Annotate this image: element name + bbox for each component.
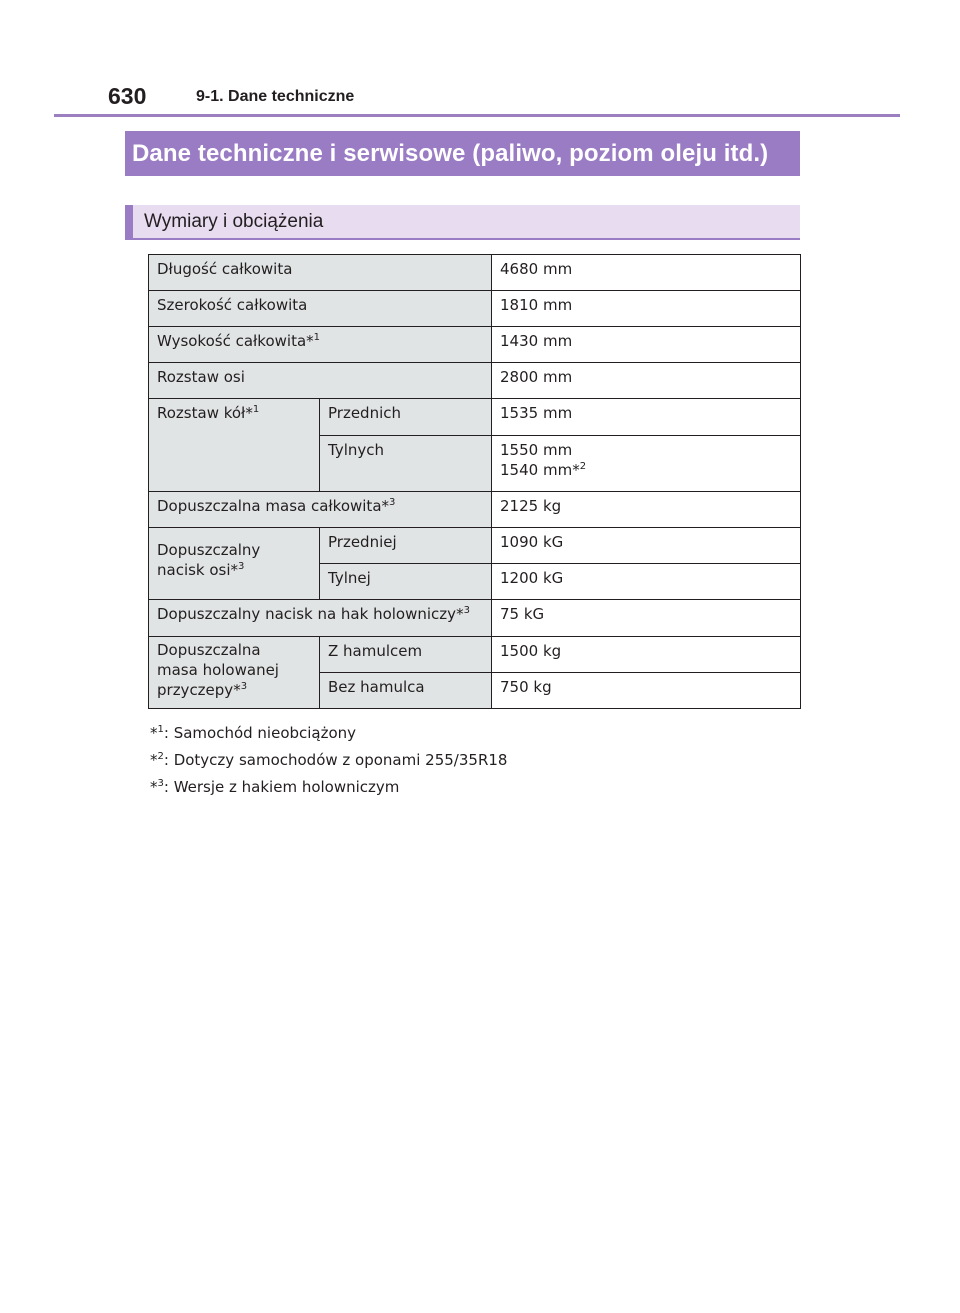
table-value-cell: 1430 mm xyxy=(492,327,801,363)
label-line: Dopuszczalna xyxy=(157,641,261,659)
footnote-ref: 2 xyxy=(579,461,587,472)
section-title: 9-1. Dane techniczne xyxy=(196,88,355,105)
table-row xyxy=(149,528,801,564)
footnote-mark: * xyxy=(381,497,390,515)
footnote-mark: * xyxy=(572,461,580,479)
footnote-ref: 1 xyxy=(252,404,260,415)
row-label: przyczepy xyxy=(157,681,234,699)
table-label-cell xyxy=(149,363,492,399)
table-value-cell: 1200 kG xyxy=(492,564,801,600)
footnote xyxy=(150,720,800,747)
footnote-mark: * xyxy=(245,404,253,422)
row-label: Długość całkowita xyxy=(157,260,293,278)
footnote xyxy=(150,747,800,774)
table-row xyxy=(149,363,801,399)
table-label-cell xyxy=(149,327,492,363)
table-row xyxy=(149,291,801,327)
footnotes xyxy=(150,720,800,801)
label-line xyxy=(157,560,311,580)
footnote-mark: * xyxy=(233,681,241,699)
page-title: Dane techniczne i serwisowe (paliwo, poziom oleju itd.) xyxy=(132,139,769,167)
footnote-ref: 3 xyxy=(238,561,245,572)
table-label-cell xyxy=(149,492,492,528)
value-text: 1540 mm xyxy=(500,461,573,479)
table-row xyxy=(149,399,801,436)
table-label-cell xyxy=(149,528,320,600)
table-value-cell: 1090 kG xyxy=(492,528,801,564)
header-divider xyxy=(54,114,900,117)
table-row xyxy=(149,255,801,291)
value-line: 1550 mm xyxy=(500,441,573,459)
footnote-ref: 3 xyxy=(463,605,470,616)
label-line: masa holowanej xyxy=(157,661,279,679)
row-label: Rozstaw osi xyxy=(157,368,245,386)
row-label: nacisk osi xyxy=(157,561,231,579)
table-row xyxy=(149,492,801,528)
footnote-number: 3 xyxy=(157,778,164,789)
table-value-cell: 75 kG xyxy=(492,600,801,637)
footnote-text: : Wersje z hakiem holowniczym xyxy=(163,778,400,796)
footnote-mark: * xyxy=(150,751,158,769)
label-line: Dopuszczalny xyxy=(157,541,261,559)
table-label-cell xyxy=(149,399,320,492)
row-label: Dopuszczalna masa całkowita xyxy=(157,497,382,515)
footnote-number: 2 xyxy=(157,751,164,762)
footnote-mark: * xyxy=(456,605,464,623)
table-label-cell xyxy=(149,255,492,291)
footnote-ref: 3 xyxy=(389,497,396,508)
table-sublabel-cell: Tylnej xyxy=(320,564,492,600)
footnote-ref: 3 xyxy=(240,681,248,692)
subheading: Wymiary i obciążenia xyxy=(144,210,324,232)
table-row xyxy=(149,637,801,673)
subheading-bar xyxy=(125,205,800,240)
table-sublabel-cell: Przednich xyxy=(320,399,492,436)
footnote-mark: * xyxy=(150,724,158,742)
table-label-cell xyxy=(149,600,492,637)
value-line xyxy=(500,460,792,480)
label-line xyxy=(157,680,311,700)
specifications-table xyxy=(148,254,801,709)
footnote-mark: * xyxy=(306,332,314,350)
table-value-cell: 4680 mm xyxy=(492,255,801,291)
page-title-bar xyxy=(125,131,800,176)
table-value-cell xyxy=(492,436,801,492)
table-value-cell: 1535 mm xyxy=(492,399,801,436)
table-value-cell: 1500 kg xyxy=(492,637,801,673)
table-row xyxy=(149,600,801,637)
row-label: Wysokość całkowita xyxy=(157,332,307,350)
table-value-cell: 750 kg xyxy=(492,673,801,709)
table-row xyxy=(149,327,801,363)
row-label: Szerokość całkowita xyxy=(157,296,308,314)
footnote-text: : Dotyczy samochodów z oponami 255/35R18 xyxy=(163,751,508,769)
row-label: Dopuszczalny nacisk na hak holowniczy xyxy=(157,605,457,623)
footnote xyxy=(150,774,800,801)
footnote-mark: * xyxy=(230,561,239,579)
row-label: Rozstaw kół xyxy=(157,404,246,422)
table-value-cell: 2125 kg xyxy=(492,492,801,528)
table-value-cell: 1810 mm xyxy=(492,291,801,327)
footnote-number: 1 xyxy=(157,724,164,735)
table-label-cell xyxy=(149,637,320,709)
table-sublabel-cell: Przedniej xyxy=(320,528,492,564)
table-label-cell xyxy=(149,291,492,327)
footnote-text: : Samochód nieobciążony xyxy=(163,724,357,742)
table-value-cell: 2800 mm xyxy=(492,363,801,399)
table-sublabel-cell: Tylnych xyxy=(320,436,492,492)
table-sublabel-cell: Bez hamulca xyxy=(320,673,492,709)
footnote-ref: 1 xyxy=(313,332,321,343)
table-sublabel-cell: Z hamulcem xyxy=(320,637,492,673)
page-number: 630 xyxy=(108,83,147,109)
footnote-mark: * xyxy=(150,778,158,796)
